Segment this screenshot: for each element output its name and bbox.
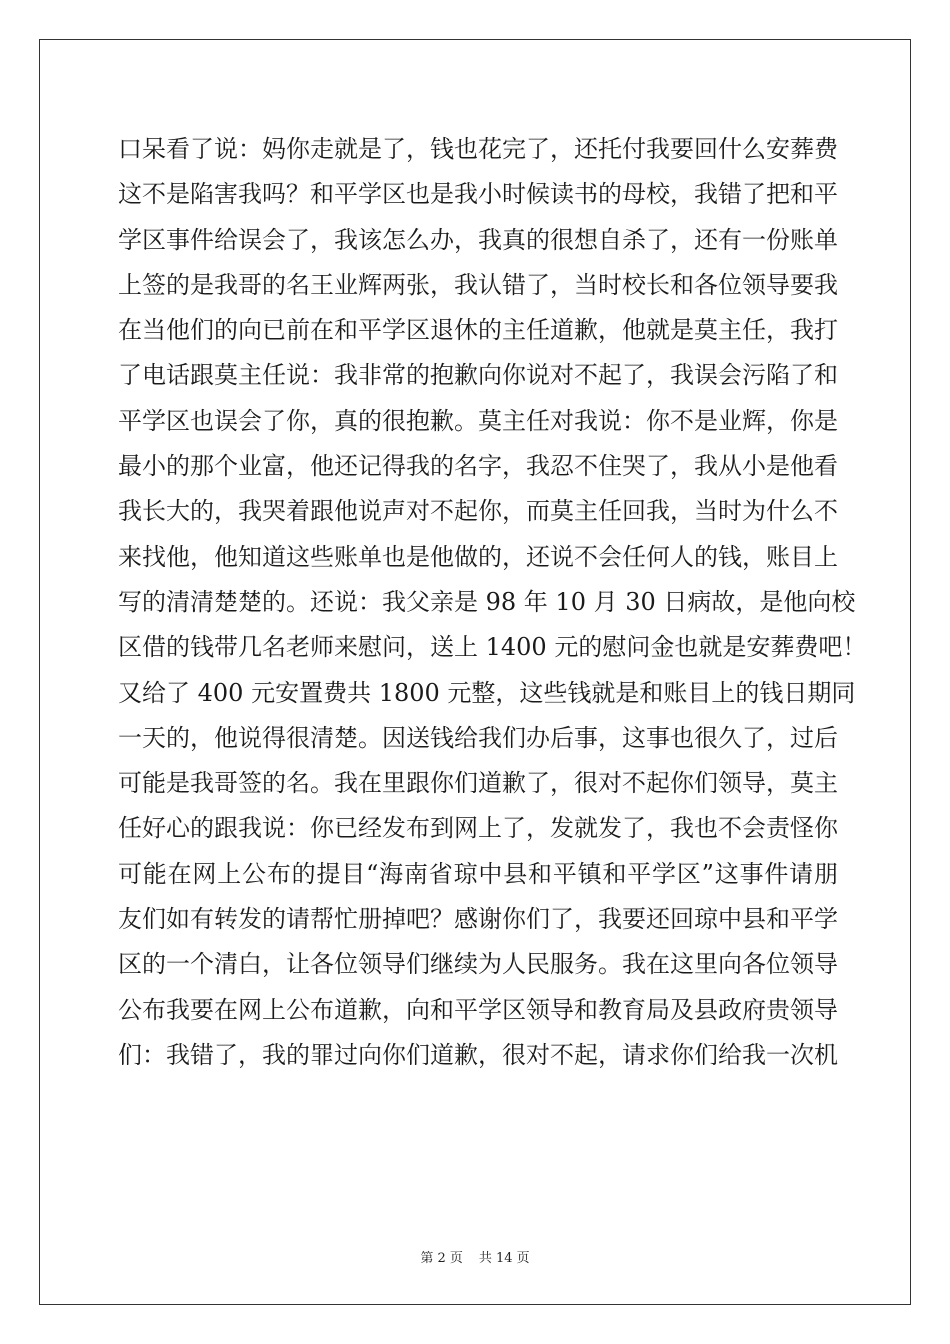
document-body: [118, 127, 867, 1078]
text-line: 平学区也误会了你，真的很抱歉。莫主任对我说：你不是业辉，你是: [118, 406, 838, 435]
text-line: 口呆看了说：妈你走就是了，钱也花完了，还托付我要回什么安葬费: [118, 135, 838, 163]
text-line: 最小的那个业富，他还记得我的名字，我忍不住哭了，我从小是他看: [118, 452, 838, 481]
text-line: 我长大的，我哭着跟他说声对不起你，而莫主任回我，当时为什么不: [118, 497, 838, 526]
text-line: 这不是陷害我吗？和平学区也是我小时候读书的母校，我错了把和平: [118, 180, 838, 209]
text-line: 又给了 400 元安置费共 1800 元整，这些钱就是和账目上的钱日期同: [118, 678, 856, 707]
text-line: 可能在网上公布的提目“海南省琼中县和平镇和平学区”这事件请朋: [118, 859, 838, 888]
text-line: 任好心的跟我说：你已经发布到网上了，发就发了，我也不会责怪你: [118, 814, 838, 843]
text-line: 来找他，他知道这些账单也是他做的，还说不会任何人的钱，账目上: [118, 542, 838, 571]
text-line: 区借的钱带几名老师来慰问，送上 1400 元的慰问金也就是安葬费吧！: [118, 633, 867, 662]
text-line: 友们如有转发的请帮忙册掉吧？感谢你们了，我要还回琼中县和平学: [118, 905, 838, 934]
text-line: 区的一个清白，让各位领导们继续为人民服务。我在这里向各位领导: [118, 950, 838, 979]
text-line: 写的清清楚楚的。还说：我父亲是 98 年 10 月 30 日病故，是他向校: [118, 587, 856, 616]
text-line: 了电话跟莫主任说：我非常的抱歉向你说对不起了，我误会污陷了和: [118, 361, 838, 390]
text-line: 一天的，他说得很清楚。因送钱给我们办后事，这事也很久了，过后: [118, 723, 838, 752]
text-line: 学区事件给误会了，我该怎么办，我真的很想自杀了，还有一份账单: [118, 225, 838, 254]
text-line: 们：我错了，我的罪过向你们道歉，很对不起，请求你们给我一次机: [118, 1040, 838, 1069]
text-line: 在当他们的向已前在和平学区退休的主任道歉，他就是莫主任，我打: [118, 316, 838, 345]
page-total: 共 14 页: [478, 1251, 530, 1266]
page-number: 第 2 页: [420, 1251, 463, 1266]
text-line: 公布我要在网上公布道歉，向和平学区领导和教育局及县政府贵领导: [118, 995, 838, 1024]
page-footer: [0, 1247, 950, 1266]
text-line: 可能是我哥签的名。我在里跟你们道歉了，很对不起你们领导，莫主: [118, 769, 838, 798]
text-line: 上签的是我哥的名王业辉两张，我认错了，当时校长和各位领导要我: [118, 270, 838, 299]
